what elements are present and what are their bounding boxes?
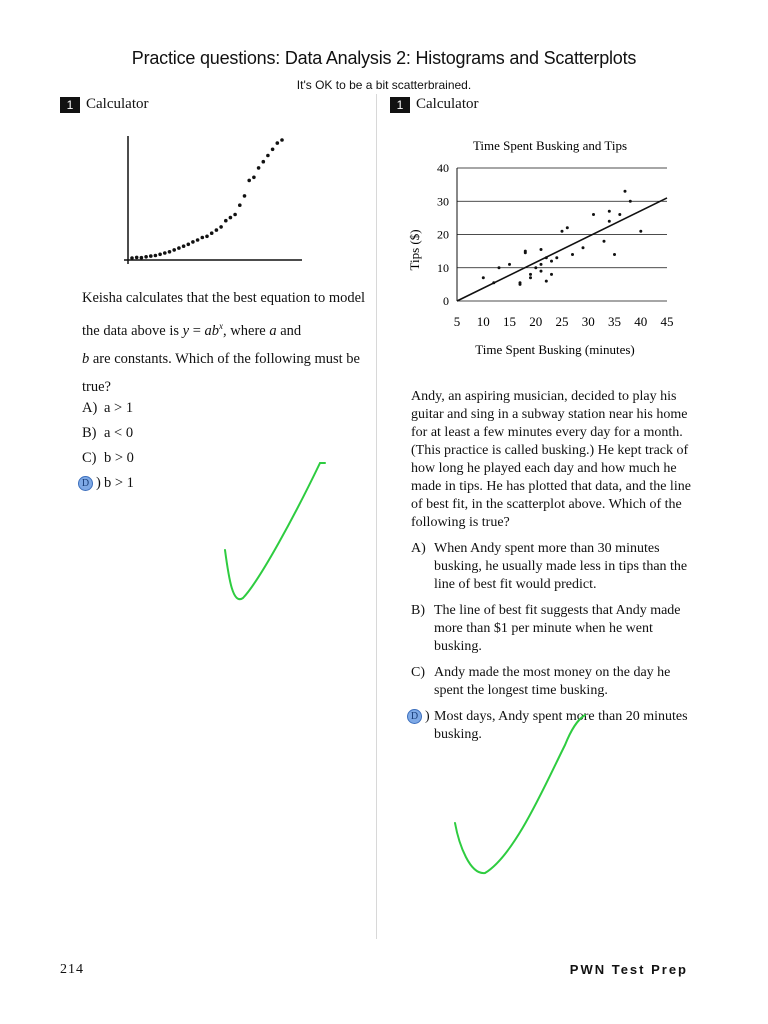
data-point [603, 240, 606, 243]
choice-letter: B) [411, 603, 425, 618]
data-point [276, 141, 280, 145]
answer-choice-d[interactable]: D ) b > 1 [82, 471, 134, 496]
data-point [582, 246, 585, 249]
data-point [540, 263, 543, 266]
data-point [135, 256, 139, 260]
eq-ab: ab [204, 322, 220, 339]
question-text: , where [223, 322, 270, 339]
choice-letter: A) [411, 541, 426, 556]
choice-text: The line of best fit suggests that Andy made more than $1 per minute when he went busking. [434, 603, 681, 654]
data-point [187, 243, 191, 247]
data-point [172, 248, 176, 252]
right-question-header [390, 96, 478, 113]
data-point [550, 273, 553, 276]
data-point [177, 246, 181, 250]
choice-letter: C) [411, 665, 425, 680]
data-point [540, 248, 543, 251]
data-point [555, 256, 558, 259]
data-point [224, 219, 228, 223]
data-point [482, 276, 485, 279]
data-point [529, 276, 532, 279]
data-point [247, 179, 251, 183]
data-point [163, 251, 167, 255]
x-axis-label: Time Spent Busking (minutes) [475, 342, 635, 357]
data-point [215, 228, 219, 232]
exponential-scatterplot [110, 128, 310, 270]
answer-choice-a[interactable] [411, 540, 701, 594]
data-point [130, 256, 134, 260]
brand-name: PWN Test Prep [569, 962, 688, 977]
question-number-badge: 1 [60, 97, 80, 113]
data-point [566, 226, 569, 229]
data-point [201, 236, 205, 240]
choice-text: b > 0 [104, 450, 134, 466]
x-tick-label: 5 [453, 314, 461, 329]
checkmark-icon [445, 705, 595, 885]
answer-choice-b[interactable] [411, 602, 701, 656]
x-tick-label: 30 [581, 314, 595, 329]
data-point [571, 253, 574, 256]
data-point [592, 213, 595, 216]
data-point [154, 254, 158, 258]
data-point [534, 266, 537, 269]
data-point [540, 270, 543, 273]
var-a: a [269, 322, 277, 339]
answer-choice-c[interactable] [411, 664, 701, 700]
calculator-label: Calculator [86, 96, 149, 112]
page-title: Practice questions: Data Analysis 2: Histograms and Scatterplots [131, 48, 637, 68]
y-tick-label: 30 [437, 194, 449, 209]
choice-text: b > 1 [104, 475, 134, 491]
data-point [257, 166, 261, 170]
data-point [168, 250, 172, 254]
data-point [524, 250, 527, 253]
choice-text: a < 0 [104, 425, 134, 441]
x-tick-label: 45 [660, 314, 674, 329]
left-question-text [82, 284, 372, 401]
data-point [519, 281, 522, 284]
data-point [639, 230, 642, 233]
column-divider [376, 94, 377, 939]
busking-scatterplot [395, 130, 695, 365]
data-point [608, 220, 611, 223]
question-number-badge: 1 [390, 97, 410, 113]
data-point [613, 253, 616, 256]
data-point [140, 256, 144, 260]
choice-letter: B) [82, 425, 97, 441]
x-tick-label: 10 [476, 314, 490, 329]
data-point [561, 230, 564, 233]
data-point [229, 216, 233, 220]
data-point [243, 194, 247, 198]
chart-title: Time Spent Busking and Tips [472, 138, 628, 153]
data-point [144, 255, 148, 259]
data-point [238, 203, 242, 207]
selected-answer-bubble: D [78, 476, 93, 491]
data-point [149, 254, 153, 258]
data-point [550, 260, 553, 263]
choice-text: Most days, Andy spent more than 20 minutes busking. [434, 709, 688, 742]
y-tick-label: 0 [443, 294, 449, 308]
data-point [498, 266, 501, 269]
data-point [508, 263, 511, 266]
data-point [271, 148, 275, 152]
eq-equals: = [189, 322, 205, 339]
page-subtitle: It's OK to be a bit scatterbrained. [296, 78, 472, 92]
y-tick-label: 40 [437, 161, 449, 175]
data-point [233, 213, 237, 217]
page-number: 214 [60, 962, 84, 977]
eq-exponent: x [219, 321, 224, 331]
choice-letter: C) [82, 450, 97, 466]
x-tick-label: 40 [634, 314, 648, 329]
choice-text: When Andy spent more than 30 minutes busking, he usually made less in tips than the line of best fit would predict. [434, 541, 688, 592]
data-point [210, 231, 214, 235]
data-point [196, 238, 200, 242]
checkmark-icon [215, 455, 335, 615]
data-point [262, 160, 266, 164]
data-point [545, 280, 548, 283]
data-point [158, 253, 162, 257]
data-point [608, 210, 611, 213]
right-question-text: Andy, an aspiring musician, decided to play his guitar and sing in a subway station near his home for at least a few minutes every day for a month. (This practice is called busking.) He kept track of how long he played each day and how much he made in tips. He has plotted that data, and the line of best fit, in the scatterplot above. Which of the following is true? [411, 389, 691, 530]
choice-text: Andy made the most money on the day he spent the longest time busking. [434, 665, 671, 698]
data-point [529, 273, 532, 276]
x-tick-label: 25 [555, 314, 569, 329]
answer-choice-a[interactable] [82, 396, 134, 421]
best-fit-line [457, 198, 667, 301]
var-b: b [82, 350, 90, 367]
data-point [629, 200, 632, 203]
data-point [182, 244, 186, 248]
eq-y: y [182, 322, 190, 339]
question-text: and [276, 322, 302, 339]
x-tick-label: 20 [529, 314, 543, 329]
question-text: are constants. Which of the following must be true? [82, 350, 360, 395]
calculator-label: Calculator [416, 96, 479, 112]
x-tick-label: 35 [608, 314, 621, 329]
choice-text: a > 1 [104, 400, 134, 416]
answer-choice-c[interactable] [82, 446, 134, 471]
y-tick-label: 20 [437, 227, 449, 242]
x-tick-label: 15 [503, 314, 516, 329]
data-point [618, 213, 621, 216]
left-answer-choices [82, 396, 134, 496]
data-point [624, 190, 627, 193]
question-text: Keisha calculates that the best equation to model the data above is [82, 290, 366, 339]
data-point [280, 138, 284, 142]
answer-choice-d[interactable]: D ) Most days, Andy spent more than 20 minutes busking. [411, 708, 701, 744]
data-point [219, 225, 223, 229]
answer-choice-b[interactable] [82, 421, 134, 446]
data-point [252, 176, 256, 180]
data-point [266, 154, 270, 158]
choice-letter: A) [82, 400, 98, 416]
y-axis-label: Tips ($) [407, 229, 422, 271]
selected-answer-bubble: D [407, 709, 422, 724]
data-point [191, 240, 195, 244]
data-point [205, 235, 209, 239]
left-question-header [60, 96, 148, 113]
y-tick-label: 10 [437, 260, 449, 275]
